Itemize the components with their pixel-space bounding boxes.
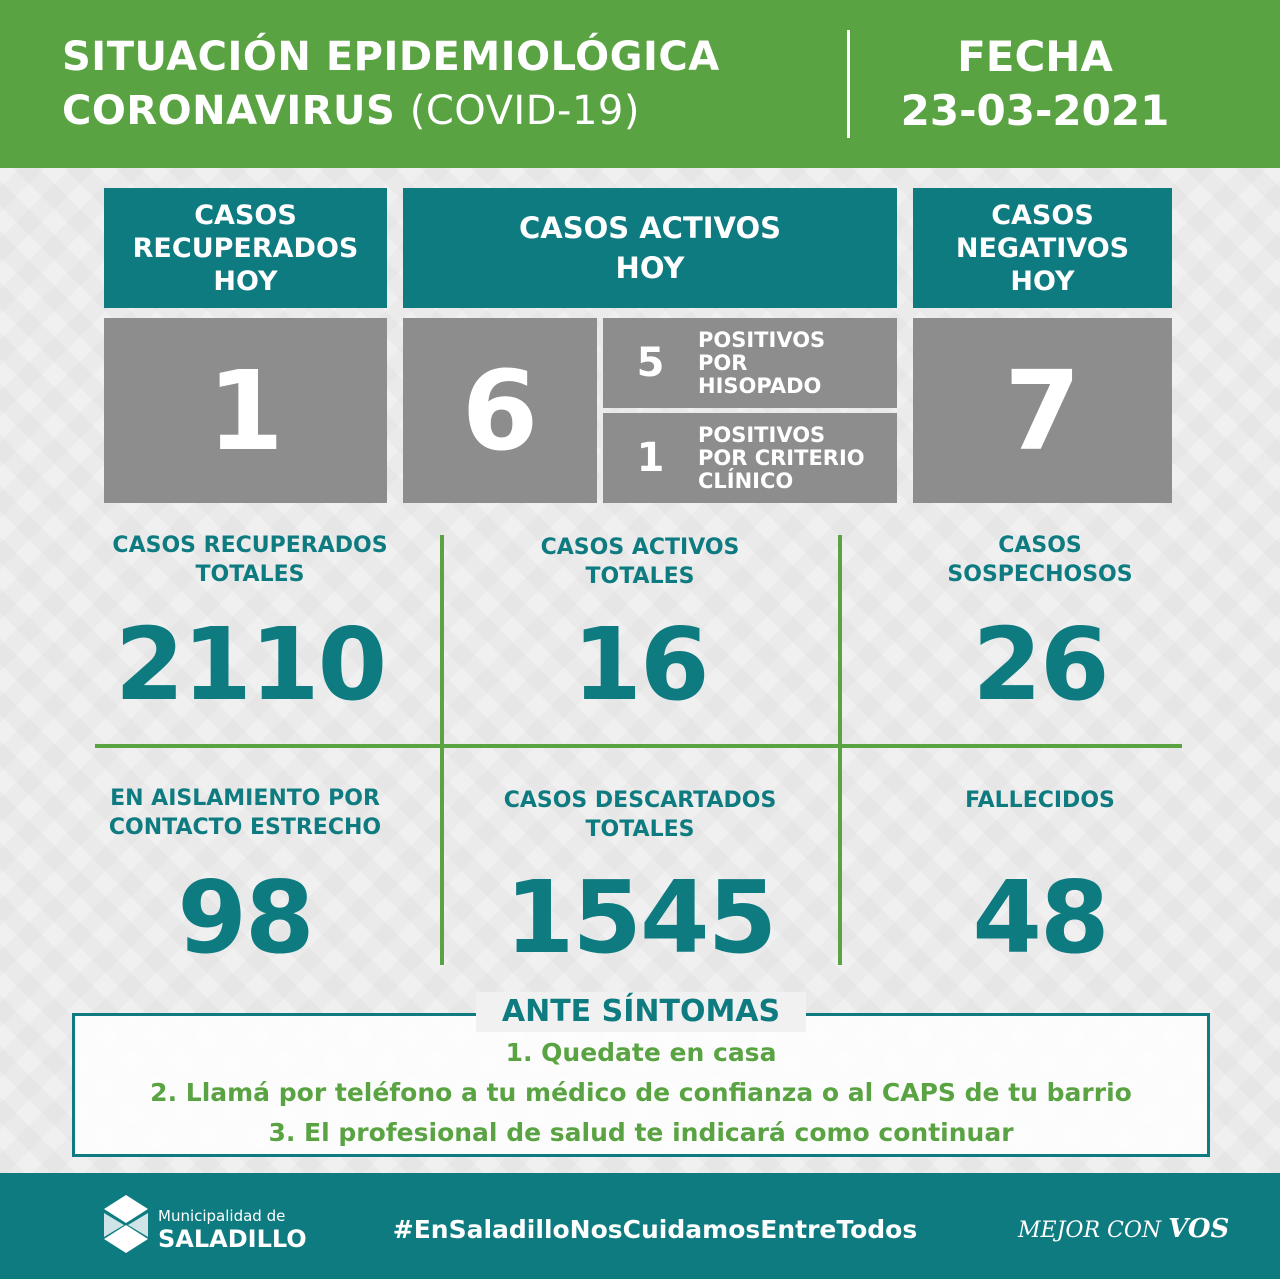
active-swab-label-3: HISOPADO	[698, 373, 822, 398]
isolation-label-1: EN AISLAMIENTO POR	[110, 786, 380, 811]
suspected-value: 26	[972, 606, 1108, 723]
suspected-label-2: SOSPECHOSOS	[947, 562, 1133, 587]
active-clinical-label-2: POR CRITERIO	[698, 445, 865, 470]
active-total-value: 16	[572, 606, 708, 723]
active-today-header	[403, 188, 897, 308]
symptom-step-2: 2. Llamá por teléfono a tu médico de confianza o al CAPS de tu barrio	[150, 1078, 1132, 1107]
symptoms-title: ANTE SÍNTOMAS	[476, 992, 806, 1032]
active-swab-label-2: POR	[698, 350, 748, 375]
recovered-today-value: 1	[207, 346, 284, 475]
recovered-today-label-1: CASOS	[194, 199, 297, 231]
isolation-label	[55, 784, 435, 842]
title-line-1: SITUACIÓN EPIDEMIOLÓGICA	[62, 34, 720, 80]
discarded-label-2: TOTALES	[585, 817, 695, 842]
footer-slogan	[1018, 1214, 1229, 1246]
active-today-label-1: CASOS ACTIVOS	[518, 211, 782, 245]
discarded-label-1: CASOS DESCARTADOS	[503, 788, 777, 813]
grid-line-horizontal	[95, 744, 1182, 748]
slogan-suffix: VOS	[1168, 1214, 1230, 1244]
grid-line-vertical-right	[838, 535, 842, 965]
deceased-value: 48	[972, 859, 1108, 976]
recovered-total-label-2: TOTALES	[195, 562, 305, 587]
recovered-today-label-3: HOY	[213, 265, 278, 297]
active-today-value: 6	[461, 346, 539, 475]
header-divider	[847, 30, 850, 138]
active-swab-label	[698, 329, 825, 398]
active-total-label-2: TOTALES	[585, 564, 695, 589]
active-clinical-label-1: POSITIVOS	[698, 422, 826, 447]
discarded-label	[455, 786, 825, 844]
grid-line-vertical-left	[440, 535, 444, 965]
active-total-label	[460, 533, 820, 591]
discarded-value: 1545	[504, 859, 776, 976]
negative-today-header	[913, 188, 1172, 308]
active-swab-value: 5	[636, 340, 665, 386]
slogan-prefix: MEJOR CON	[1018, 1218, 1162, 1243]
footer-hashtag: #EnSaladilloNosCuidamosEntreTodos	[392, 1215, 918, 1244]
page-title	[62, 30, 720, 138]
title-line-2	[62, 84, 720, 138]
recovered-total-value: 2110	[114, 606, 386, 723]
active-clinical-row	[603, 413, 897, 503]
recovered-today-label-2: RECUPERADOS	[132, 232, 359, 264]
suspected-label	[860, 531, 1220, 589]
active-swab-label-1: POSITIVOS	[698, 327, 826, 352]
recovered-total-label-1: CASOS RECUPERADOS	[112, 533, 388, 558]
active-today-box	[403, 318, 597, 503]
active-clinical-label-3: CLÍNICO	[698, 468, 794, 493]
active-total-label-1: CASOS ACTIVOS	[540, 535, 740, 560]
negative-today-label-1: CASOS	[991, 199, 1094, 231]
active-clinical-value: 1	[636, 435, 665, 481]
title-coronavirus: CORONAVIRUS	[62, 88, 396, 134]
date-label: FECHA	[957, 32, 1113, 81]
suspected-label-1: CASOS	[998, 533, 1082, 558]
report-date	[880, 30, 1190, 138]
municipality-logo-icon	[104, 1195, 148, 1257]
deceased-label	[860, 786, 1220, 815]
negative-today-label-3: HOY	[1010, 265, 1075, 297]
negative-today-box	[913, 318, 1172, 503]
negative-today-label-2: NEGATIVOS	[955, 232, 1130, 264]
isolation-label-2: CONTACTO ESTRECHO	[108, 815, 382, 840]
recovered-today-box	[104, 318, 387, 503]
title-covid: (COVID-19)	[409, 88, 640, 134]
recovered-today-header	[104, 188, 387, 308]
logo-text-big: SALADILLO	[158, 1225, 307, 1253]
negative-today-value: 7	[1004, 346, 1081, 475]
recovered-total-label	[70, 531, 430, 589]
active-today-label-2: HOY	[615, 251, 685, 285]
deceased-label-1: FALLECIDOS	[965, 788, 1115, 813]
logo-text-small: Municipalidad de	[158, 1207, 286, 1225]
isolation-value: 98	[177, 859, 313, 976]
symptom-step-3: 3. El profesional de salud te indicará como continuar	[268, 1118, 1014, 1147]
active-swab-row	[603, 318, 897, 408]
date-value: 23-03-2021	[900, 86, 1170, 135]
active-clinical-label	[698, 424, 865, 493]
symptom-step-1: 1. Quedate en casa	[505, 1038, 777, 1067]
